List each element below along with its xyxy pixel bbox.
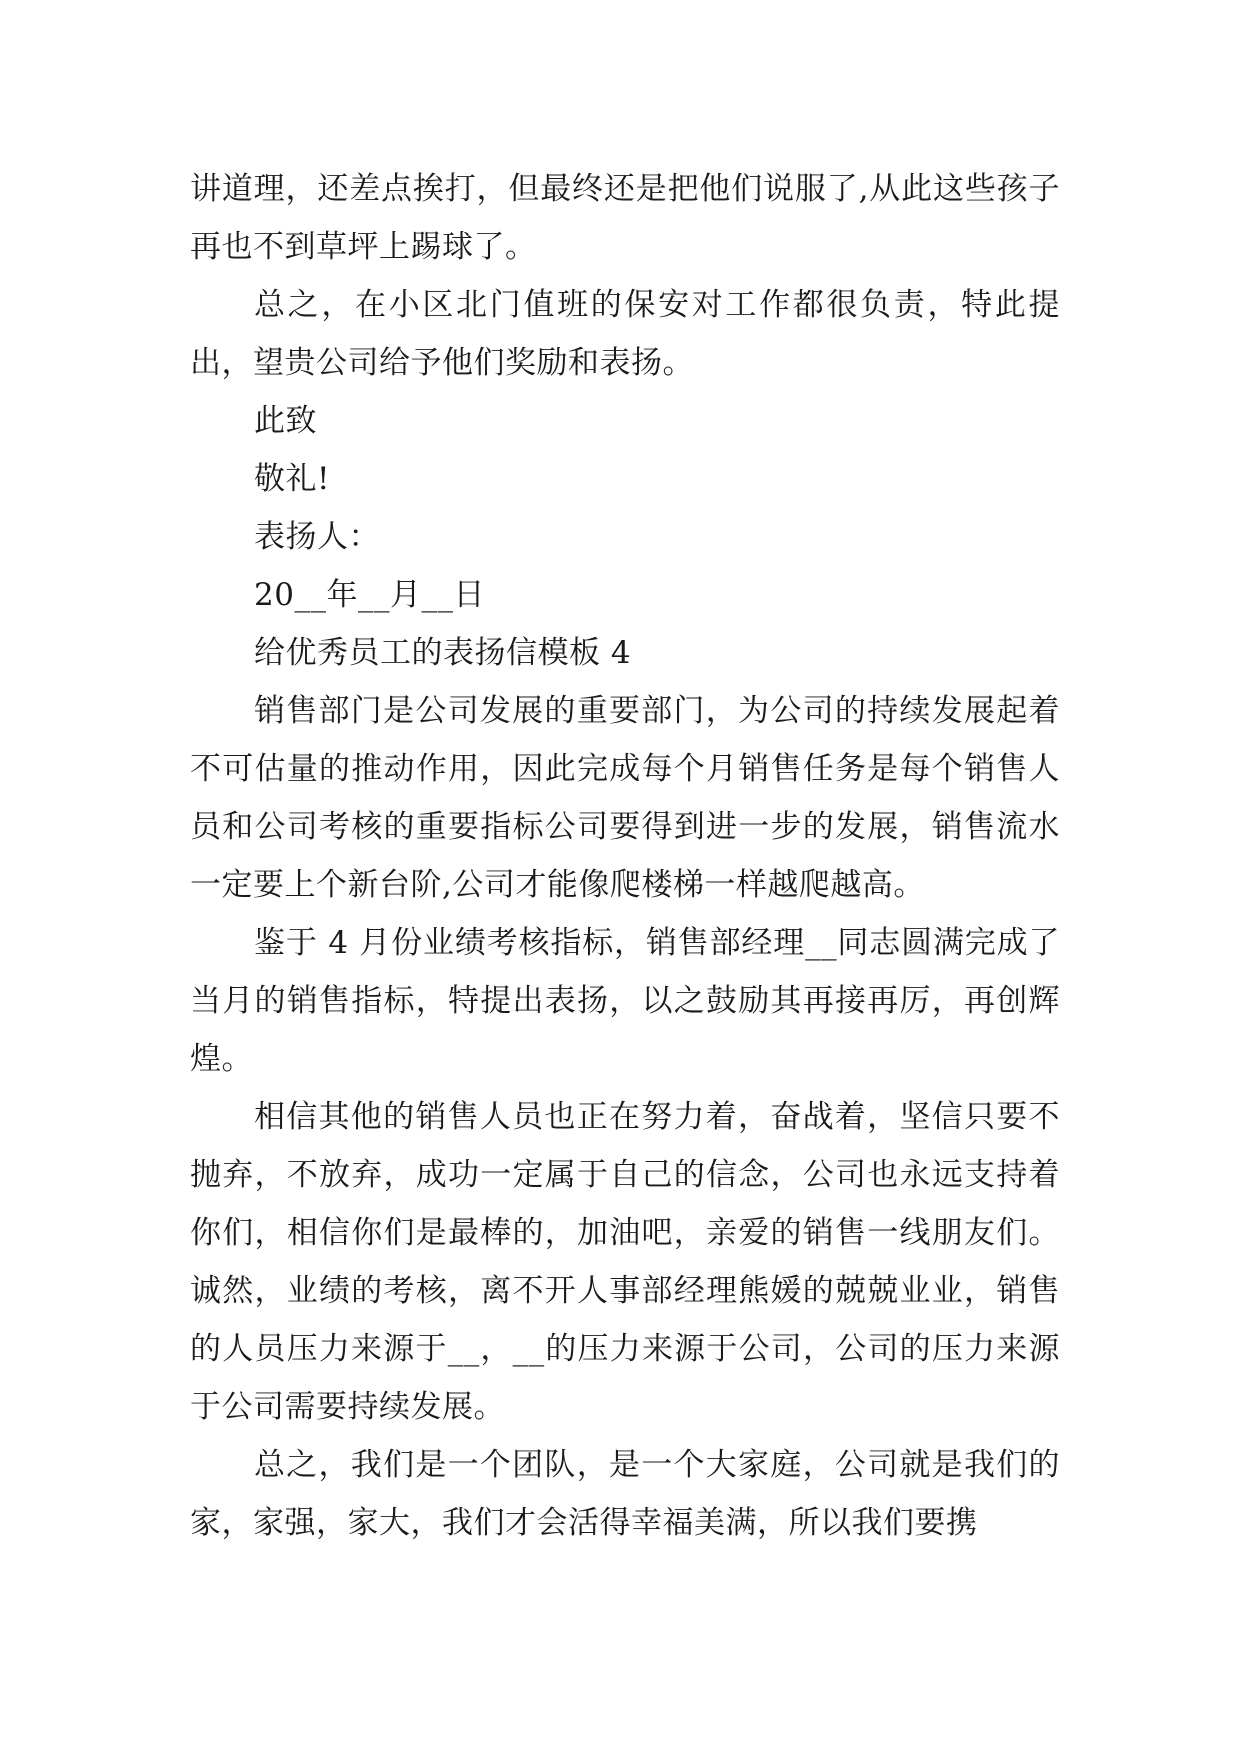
closing-regards: 敬礼!	[254, 461, 330, 497]
paragraph-conclusion: 总之，在小区北门值班的保安对工作都很负责，特此提出，望贵公司给予他们奖励和表扬。	[190, 287, 1060, 381]
paragraph-encouragement: 相信其他的销售人员也正在努力着，奋战着，坚信只要不抛弃，不放弃，成功一定属于自己的信念，公司也永远支持着你们，相信你们是最棒的，加油吧，亲爱的销售一线朋友们。诚然，业绩的考核，离不开人事部经理熊媛的兢兢业业，销售的人员压力来源于__，__的压力来源于公司，公司的压力来源于公司需要持续发展。	[190, 1099, 1060, 1425]
paragraph-april-review: 鉴于 4 月份业绩考核指标，销售部经理__同志圆满完成了当月的销售指标，特提出表扬，以之鼓励其再接再厉，再创辉煌。	[190, 925, 1060, 1077]
paragraph-sales-intro: 销售部门是公司发展的重要部门，为公司的持续发展起着不可估量的推动作用，因此完成每个月销售任务是每个销售人员和公司考核的重要指标公司要得到进一步的发展，销售流水一定要上个新台阶,公司才能像爬楼梯一样越爬越高。	[190, 693, 1060, 903]
date-line: 20__年__月__日	[254, 577, 485, 613]
paragraph-team: 总之，我们是一个团队，是一个大家庭，公司就是我们的家，家强，家大，我们才会活得幸福美满，所以我们要携	[190, 1447, 1060, 1541]
signature-line: 表扬人：	[254, 519, 380, 555]
letter-body	[190, 160, 1060, 1552]
closing-salutation: 此致	[254, 403, 317, 439]
section-heading: 给优秀员工的表扬信模板 4	[254, 635, 632, 671]
paragraph-continuation: 讲道理，还差点挨打，但最终还是把他们说服了,从此这些孩子再也不到草坪上踢球了。	[190, 171, 1060, 265]
